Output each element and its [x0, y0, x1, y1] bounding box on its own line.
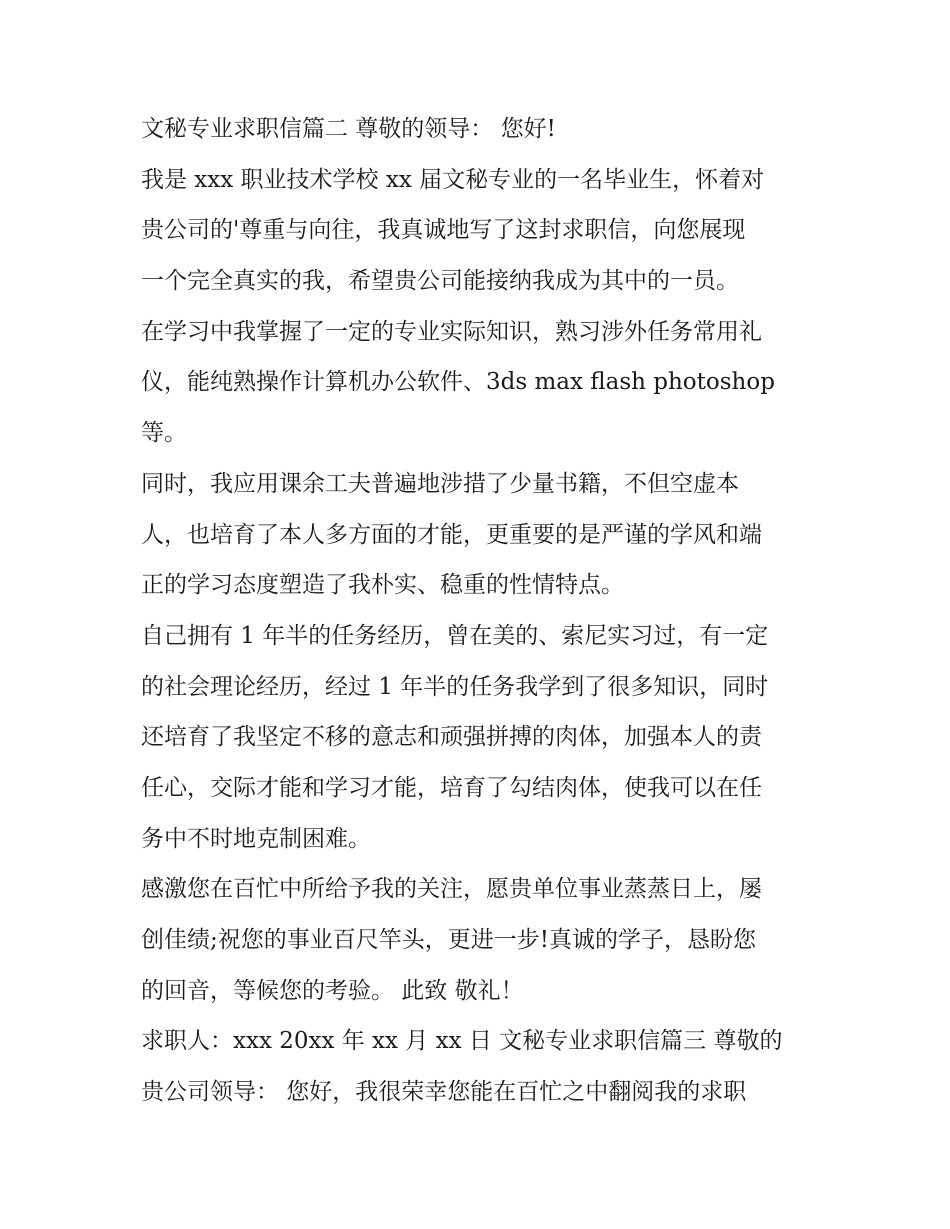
text-line-2: 我是 xxx 职业技术学校 xx 届文秘专业的一名毕业生，怀着对 — [141, 166, 765, 193]
text-line-1: 文秘专业求职信篇二 尊敬的领导： 您好! — [141, 116, 556, 142]
text-line-15: 务中不时地克制困难。 — [141, 825, 371, 852]
text-line-12: 的社会理论经历，经过 1 年半的任务我学到了很多知识，同时 — [141, 673, 769, 700]
text-line-9: 人，也培育了本人多方面的才能，更重要的是严谨的学风和端 — [141, 521, 762, 548]
text-line-17: 创佳绩;祝您的事业百尺竿头，更进一步!真诚的学子，恳盼您 — [141, 927, 756, 953]
text-line-16: 感激您在百忙中所给予我的关注，愿贵单位事业蒸蒸日上，屡 — [141, 876, 762, 903]
text-line-11: 自己拥有 1 年半的任务经历，曾在美的、索尼实习过，有一定 — [141, 622, 769, 649]
text-line-6: 仪，能纯熟操作计算机办公软件、3ds max flash photoshop — [141, 369, 775, 396]
text-line-8: 同时，我应用课余工夫普遍地涉措了少量书籍，不但空虚本 — [141, 470, 739, 497]
letter-body — [141, 104, 821, 1118]
text-line-4: 一个完全真实的我，希望贵公司能接纳我成为其中的一员。 — [141, 268, 739, 295]
text-line-20: 贵公司领导： 您好，我很荣幸您能在百忙之中翻阅我的求职 — [141, 1079, 747, 1106]
text-line-10: 正的学习态度塑造了我朴实、稳重的性情特点。 — [141, 572, 624, 599]
text-line-14: 任心，交际才能和学习才能，培育了勾结肉体，使我可以在任 — [141, 774, 762, 801]
text-line-13: 还培育了我坚定不移的意志和顽强拼搏的肉体，加强本人的责 — [141, 724, 762, 751]
text-line-3: 贵公司的'尊重与向往，我真诚地写了这封求职信，向您展现 — [141, 217, 746, 244]
text-line-18: 的回音，等候您的考验。 此致 敬礼！ — [141, 977, 524, 1004]
text-line-19: 求职人：xxx 20xx 年 xx 月 xx 日 文秘专业求职信篇三 尊敬的 — [141, 1028, 783, 1055]
text-line-7: 等。 — [141, 420, 187, 447]
text-line-5: 在学习中我掌握了一定的专业实际知识，熟习涉外任务常用礼 — [141, 318, 762, 345]
